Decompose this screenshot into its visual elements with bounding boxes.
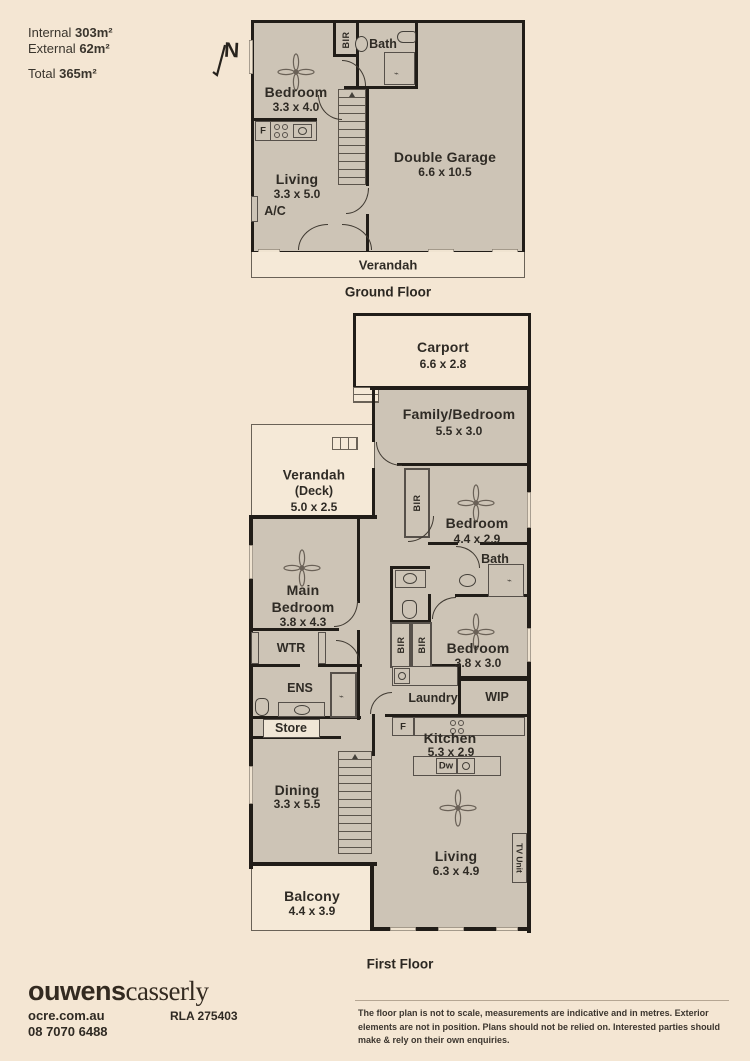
room-label-family-bedroom: Family/Bedroom	[402, 406, 516, 422]
wall	[397, 463, 531, 466]
window	[496, 927, 518, 931]
room-label-bir: BIR	[416, 636, 427, 654]
internal-value: 303m²	[75, 25, 113, 40]
toilet-icon	[402, 600, 417, 619]
room-dims-bedroom: 3.3 x 4.0	[272, 100, 320, 114]
ceiling-fan-icon	[439, 789, 477, 827]
fridge-label: F	[260, 125, 266, 137]
room-label-main-bedroom-1: Main	[286, 582, 320, 598]
room-label-laundry: Laundry	[408, 691, 458, 705]
room-label-bath: Bath	[481, 552, 509, 566]
room-dims-balcony: 4.4 x 3.9	[288, 904, 336, 918]
room-dims-deck: 5.0 x 2.5	[290, 500, 338, 514]
room-label-dining: Dining	[274, 782, 320, 798]
tv-unit-label: TV Unit	[514, 843, 525, 873]
room-label-wtr: WTR	[276, 641, 306, 655]
stove-icon	[274, 124, 288, 138]
wall	[249, 862, 377, 866]
footer-divider	[355, 1000, 729, 1001]
north-icon	[207, 36, 247, 80]
total-area	[28, 66, 97, 81]
wall	[390, 566, 393, 623]
wall	[458, 664, 461, 717]
brand-bold: ouwens	[28, 976, 126, 1006]
total-value: 365m²	[59, 66, 97, 81]
verandah-label: Verandah	[358, 257, 418, 273]
room-label-living: Living	[275, 171, 319, 187]
website: ocre.com.au	[28, 1008, 105, 1023]
wall	[333, 23, 336, 57]
room-dims-living: 3.3 x 5.0	[273, 187, 321, 201]
window	[249, 545, 253, 579]
room-label-bedroom2: Bedroom	[445, 515, 509, 531]
step-icon	[332, 437, 358, 450]
external-value: 62m²	[79, 41, 110, 56]
stair-arrow-icon	[352, 754, 358, 759]
internal-area	[28, 25, 113, 40]
window	[527, 492, 531, 528]
toilet-icon	[255, 698, 269, 716]
wall	[372, 390, 375, 442]
shower-icon	[488, 564, 524, 597]
sink-icon	[355, 36, 368, 52]
brand-logo	[28, 976, 208, 1007]
room-dims-main-bedroom: 3.8 x 4.3	[279, 615, 327, 629]
stairs	[338, 89, 366, 185]
room-dims-carport: 6.6 x 2.8	[419, 357, 467, 371]
wall	[366, 86, 369, 186]
room-label-bir: BIR	[341, 31, 351, 49]
brand-serif: casserly	[125, 976, 209, 1006]
room-label-deck: Verandah	[282, 467, 346, 483]
room-dims-kitchen: 5.3 x 2.9	[427, 745, 475, 759]
window	[527, 628, 531, 662]
phone: 08 7070 6488	[28, 1024, 108, 1039]
ac-label: A/C	[264, 204, 286, 218]
wall	[357, 630, 360, 720]
room-dims-bedroom2: 4.4 x 2.9	[453, 532, 501, 546]
wall	[372, 714, 375, 756]
room-label-garage: Double Garage	[393, 149, 497, 165]
sink-icon	[459, 574, 476, 587]
window	[438, 927, 464, 931]
stair-arrow-icon	[349, 92, 355, 97]
room-label-living: Living	[434, 848, 478, 864]
wall	[318, 664, 362, 667]
wall	[390, 566, 430, 569]
room-label-bath: Bath	[369, 37, 397, 51]
wall	[372, 468, 375, 518]
room-dims-dining: 3.3 x 5.5	[273, 797, 321, 811]
window	[390, 927, 416, 931]
shower-icon	[384, 52, 415, 85]
north-letter: N	[223, 38, 240, 63]
window	[249, 766, 253, 804]
room-label-ens: ENS	[287, 681, 313, 695]
wall	[249, 664, 300, 667]
room-label-kitchen: Kitchen	[423, 730, 477, 746]
room-label-wip: WIP	[485, 690, 509, 704]
external-area	[28, 41, 110, 56]
room-label-bedroom3: Bedroom	[446, 640, 510, 656]
sink-icon	[462, 762, 470, 770]
ground-floor-caption: Ground Floor	[344, 284, 432, 300]
wall	[370, 386, 531, 390]
rla-number: RLA 275403	[170, 1009, 238, 1023]
disclaimer: The floor plan is not to scale, measurements are indicative and in metres. Exterior elements are not in position. Plans should not be relied on. Interested parties should make & rely on their own enquiries.	[358, 1008, 721, 1045]
sink-icon	[398, 672, 406, 680]
room-dims-living: 6.3 x 4.9	[432, 864, 480, 878]
wardrobe	[318, 632, 326, 664]
sink-icon	[294, 705, 310, 715]
sink-icon	[403, 573, 417, 584]
window	[249, 40, 253, 74]
room-label-main-bedroom-2: Bedroom	[271, 599, 335, 615]
room-label-bir: BIR	[412, 494, 422, 512]
internal-label: Internal	[28, 25, 72, 40]
room-label-store: Store	[275, 721, 307, 735]
room-dims-bedroom3: 3.8 x 3.0	[454, 656, 502, 670]
shower-head-icon: ⌁	[507, 576, 512, 585]
shower-head-icon: ⌁	[339, 692, 344, 701]
wall	[370, 864, 374, 931]
wall	[357, 518, 360, 603]
room-dims-family-bedroom: 5.5 x 3.0	[435, 424, 483, 438]
room-dims-garage: 6.6 x 10.5	[418, 165, 472, 179]
toilet-icon	[397, 31, 416, 43]
room-label-bir: BIR	[395, 636, 406, 654]
sink-icon	[298, 127, 307, 135]
room-label-bedroom: Bedroom	[264, 84, 328, 100]
first-floor-caption: First Floor	[366, 956, 434, 972]
room-sub-deck: (Deck)	[294, 484, 334, 498]
wall	[458, 678, 531, 681]
ac-unit	[251, 196, 258, 222]
room-label-carport: Carport	[417, 339, 469, 355]
fridge-label: F	[400, 721, 406, 733]
dishwasher-label: Dw	[438, 760, 454, 772]
total-label: Total	[28, 66, 56, 81]
external-label: External	[28, 41, 76, 56]
wardrobe	[251, 632, 259, 664]
stairs	[338, 751, 372, 854]
room-label-balcony: Balcony	[284, 888, 340, 904]
shower-head-icon: ⌁	[394, 69, 399, 78]
